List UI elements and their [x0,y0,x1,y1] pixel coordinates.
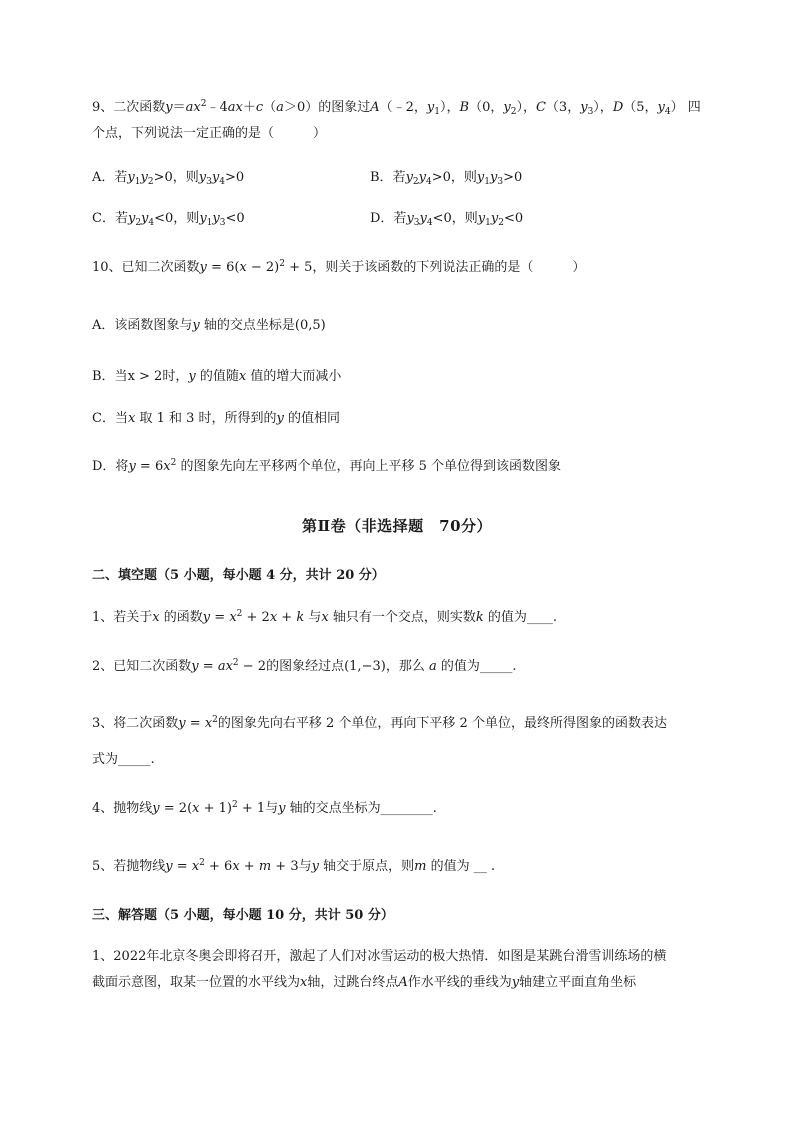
fill-q4: 4、抛物线$y = 2(x + 1)^2 + 1$与y 轴的交点坐标为________. [92,800,437,816]
q9-points: A（﹣2，$y_1$），B（0，$y_2$），C（3，$y_3$），D（5，$y_4$） [370,100,684,117]
q10-option-d: D．将$y = 6x^2$ 的图象先向左平移两个单位，再向上平移 5 个单位得到该函数图象 [92,458,561,474]
q10-formula: $y = 6(x - 2)^2 + 5$ [199,259,313,275]
q9-stem-line1 [92,98,701,118]
q9-option-a: A．若$y_1y_2>0$，则$y_3y_4>0$ [92,170,245,187]
q9-text: 四 [687,100,701,115]
q9-stem-line2: 个点，下列说法一定正确的是（ ） [92,126,327,141]
q9-option-d: D．若$y_3y_4<0$，则$y_1y_2<0$ [370,211,524,228]
q9-text: 的图象过 [318,100,371,115]
fill-q1: 1、若关于x 的函数$y = x^2 + 2x + k$ 与x 轴只有一个交点，则实数k 的值为____. [92,609,558,625]
q9-option-b: B．若$y_2y_4>0$，则$y_1y_3>0$ [370,170,523,187]
solve-heading: 三、解答题（5 小题，每小题 10 分，共计 50 分） [92,908,394,923]
q10-stem: 10、已知二次函数$y = 6(x - 2)^2 + 5$，则关于该函数的下列说法正确的是（ ） [92,259,586,275]
q9-option-c: C．若$y_2y_4<0$，则$y_1y_3<0$ [92,211,245,228]
solve-q1-line1: 1、2022年北京冬奥会即将召开，激起了人们对冰雪运动的极大热情．如图是某跳台滑雪训练场的横 [92,949,667,964]
q10-option-b: B．当x > 2时，y 的值随x 值的增大而减小 [92,369,342,384]
q10-option-c: C．当x 取 1 和 3 时，所得到的y 的值相同 [92,411,341,426]
solve-q1-line2: 截面示意图，取某一位置的水平线为x轴，过跳台终点A作水平线的垂线为y轴建立平面直角坐标 [92,975,637,990]
fill-q3-line2: 式为_____. [92,752,155,767]
q9-text: 9、二次函数 [92,100,166,115]
fill-heading: 二、填空题（5 小题，每小题 4 分，共计 20 分） [92,568,385,583]
q10-option-a: A．该函数图象与y 轴的交点坐标是(0,5) [92,318,326,333]
q9-formula: $y=ax^2﹣4ax+c(a>0)$ [165,99,319,115]
fill-q5: 5、若抛物线$y = x^2 + 6x + m + 3$与y 轴交于原点，则m 的值为 __ . [92,858,496,874]
fill-q2: 2、已知二次函数$y = ax^2 - 2$的图象经过点(1,−3)，那么 a 的值为_____. [92,658,517,674]
section-title: 第Ⅱ卷（非选择题 70分） [301,517,493,535]
fill-q3-line1: 3、将二次函数$y = x^2$的图象先向右平移 2 个单位，再向下平移 2 个单位，最终所得图象的函数表达 [92,715,667,731]
